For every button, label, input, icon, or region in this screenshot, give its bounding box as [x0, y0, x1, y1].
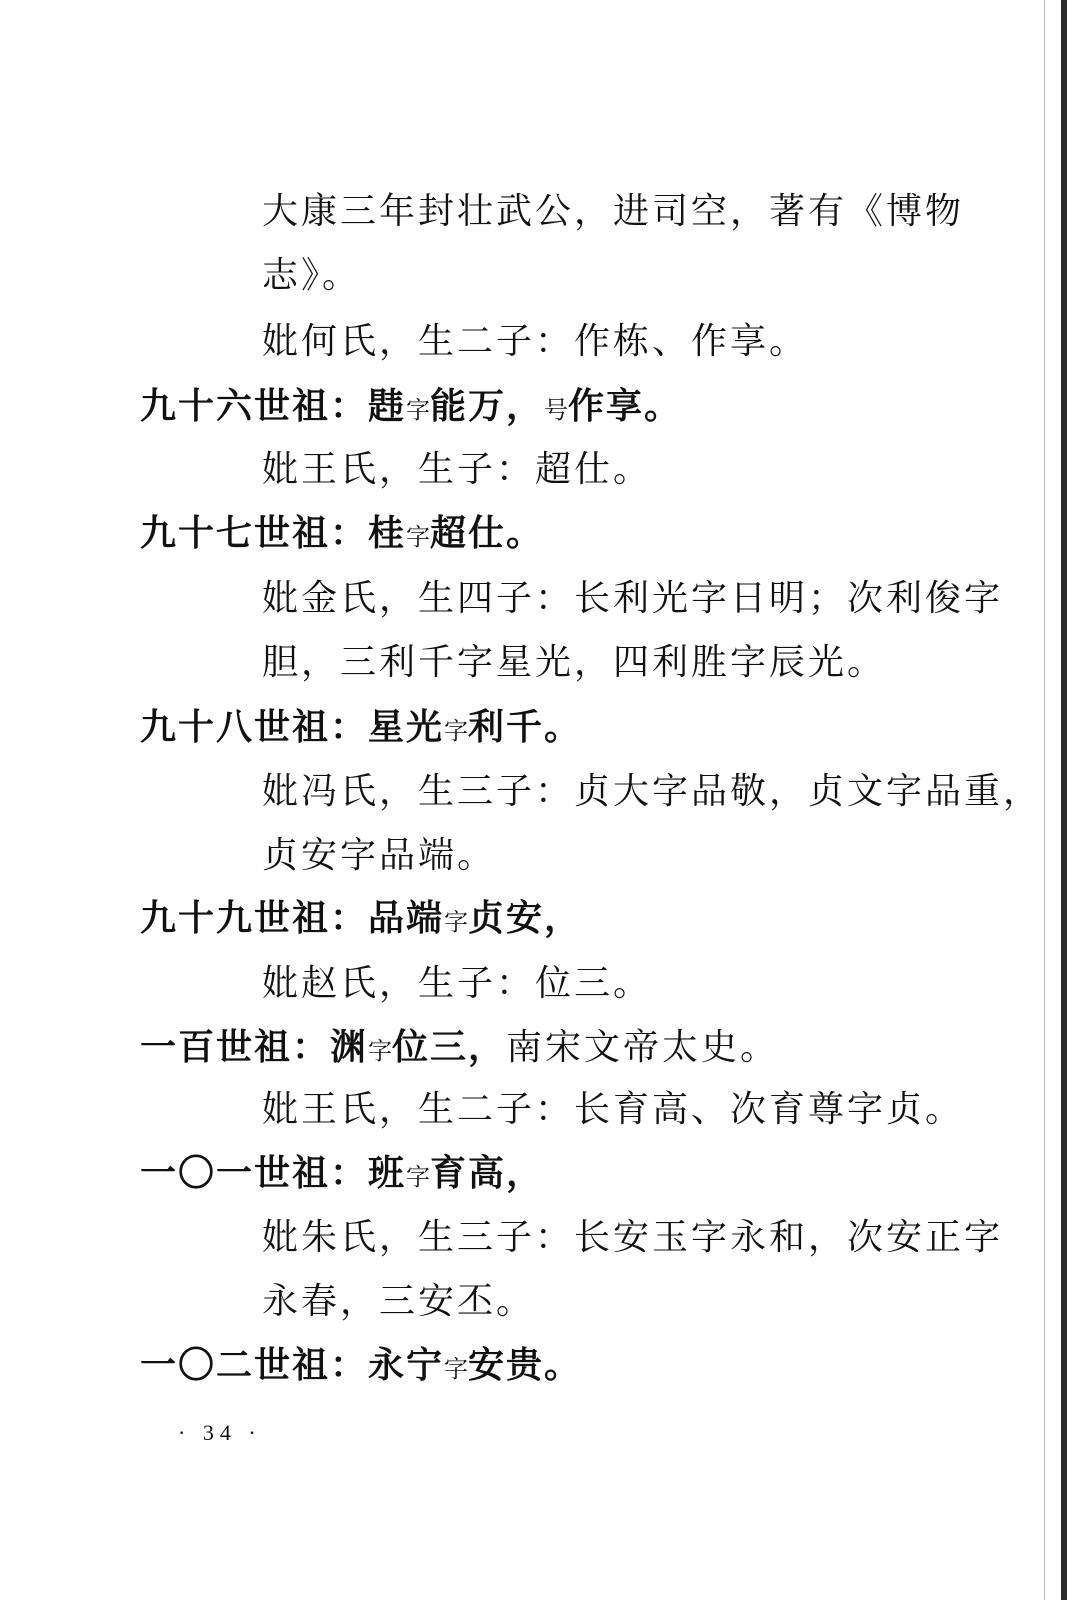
hao-mark: 号 — [544, 396, 569, 424]
body-line: 妣何氏，生二子：作栋、作享。 — [262, 321, 809, 362]
generation-heading — [140, 1345, 583, 1386]
generation-label: 一〇二世祖： — [140, 1345, 369, 1386]
generation-label: 九十九世祖： — [140, 898, 369, 939]
generation-heading — [140, 707, 583, 748]
generation-heading — [140, 1027, 780, 1068]
zi-mark: 字 — [444, 908, 469, 936]
zi-mark: 字 — [444, 1355, 469, 1383]
courtesy-name: 安贵。 — [468, 1345, 583, 1386]
courtesy-name: 利千。 — [468, 707, 583, 748]
courtesy-name: 贞安， — [468, 898, 583, 939]
page-number: · 34 · — [178, 1420, 262, 1445]
ancestor-name: 渊 — [330, 1027, 369, 1068]
body-line: 妣王氏，生二子：长育高、次育尊字贞。 — [262, 1089, 965, 1130]
generation-heading — [140, 1153, 545, 1194]
page-edge-line — [1044, 0, 1045, 1600]
zi-mark: 字 — [406, 396, 431, 424]
zi-mark: 字 — [406, 523, 431, 551]
ancestor-name: 韪 — [368, 386, 407, 427]
generation-label: 九十八世祖： — [140, 707, 369, 748]
zi-mark: 字 — [368, 1037, 393, 1065]
body-line: 妣金氏，生四子：长利光字日明；次利俊字 — [262, 578, 1004, 619]
ancestor-name: 品端 — [368, 898, 445, 939]
courtesy-name: 超仕。 — [430, 513, 545, 554]
body-line: 志》。 — [262, 255, 362, 296]
body-line: 妣朱氏，生三子：长安玉字永和，次安正字 — [262, 1217, 1004, 1258]
ancestor-name: 星光 — [368, 707, 445, 748]
generation-label: 一〇一世祖： — [140, 1153, 369, 1194]
generation-label: 九十七世祖： — [140, 513, 369, 554]
courtesy-name: 育高， — [430, 1153, 545, 1194]
ancestor-name: 班 — [368, 1153, 407, 1194]
generation-label: 一百世祖： — [140, 1027, 331, 1068]
body-line: 大康三年封壮武公，进司空，著有《博物 — [262, 191, 965, 232]
body-line: 妣王氏，生子：超仕。 — [262, 449, 653, 490]
generation-heading — [140, 898, 583, 939]
generation-label: 九十六世祖： — [140, 386, 369, 427]
generation-heading — [140, 386, 683, 427]
zi-mark: 字 — [444, 717, 469, 745]
art-name: 作享。 — [568, 386, 683, 427]
page-edge-shadow — [1061, 0, 1067, 1600]
body-line: 胆，三利千字星光，四利胜字辰光。 — [262, 642, 887, 683]
zi-mark: 字 — [406, 1163, 431, 1191]
body-line: 贞安字品端。 — [262, 835, 497, 876]
generation-heading — [140, 513, 545, 554]
body-line: 妣赵氏，生子：位三。 — [262, 963, 653, 1004]
courtesy-name: 能万， — [430, 386, 545, 427]
ancestor-name: 永宁 — [368, 1345, 445, 1386]
ancestor-name: 桂 — [368, 513, 407, 554]
body-line: 妣冯氏，生三子：贞大字品敬，贞文字品重， — [262, 771, 1043, 812]
body-line: 永春，三安丕。 — [262, 1281, 536, 1322]
office-note: 南宋文帝太史。 — [506, 1027, 780, 1068]
courtesy-name: 位三， — [392, 1027, 507, 1068]
